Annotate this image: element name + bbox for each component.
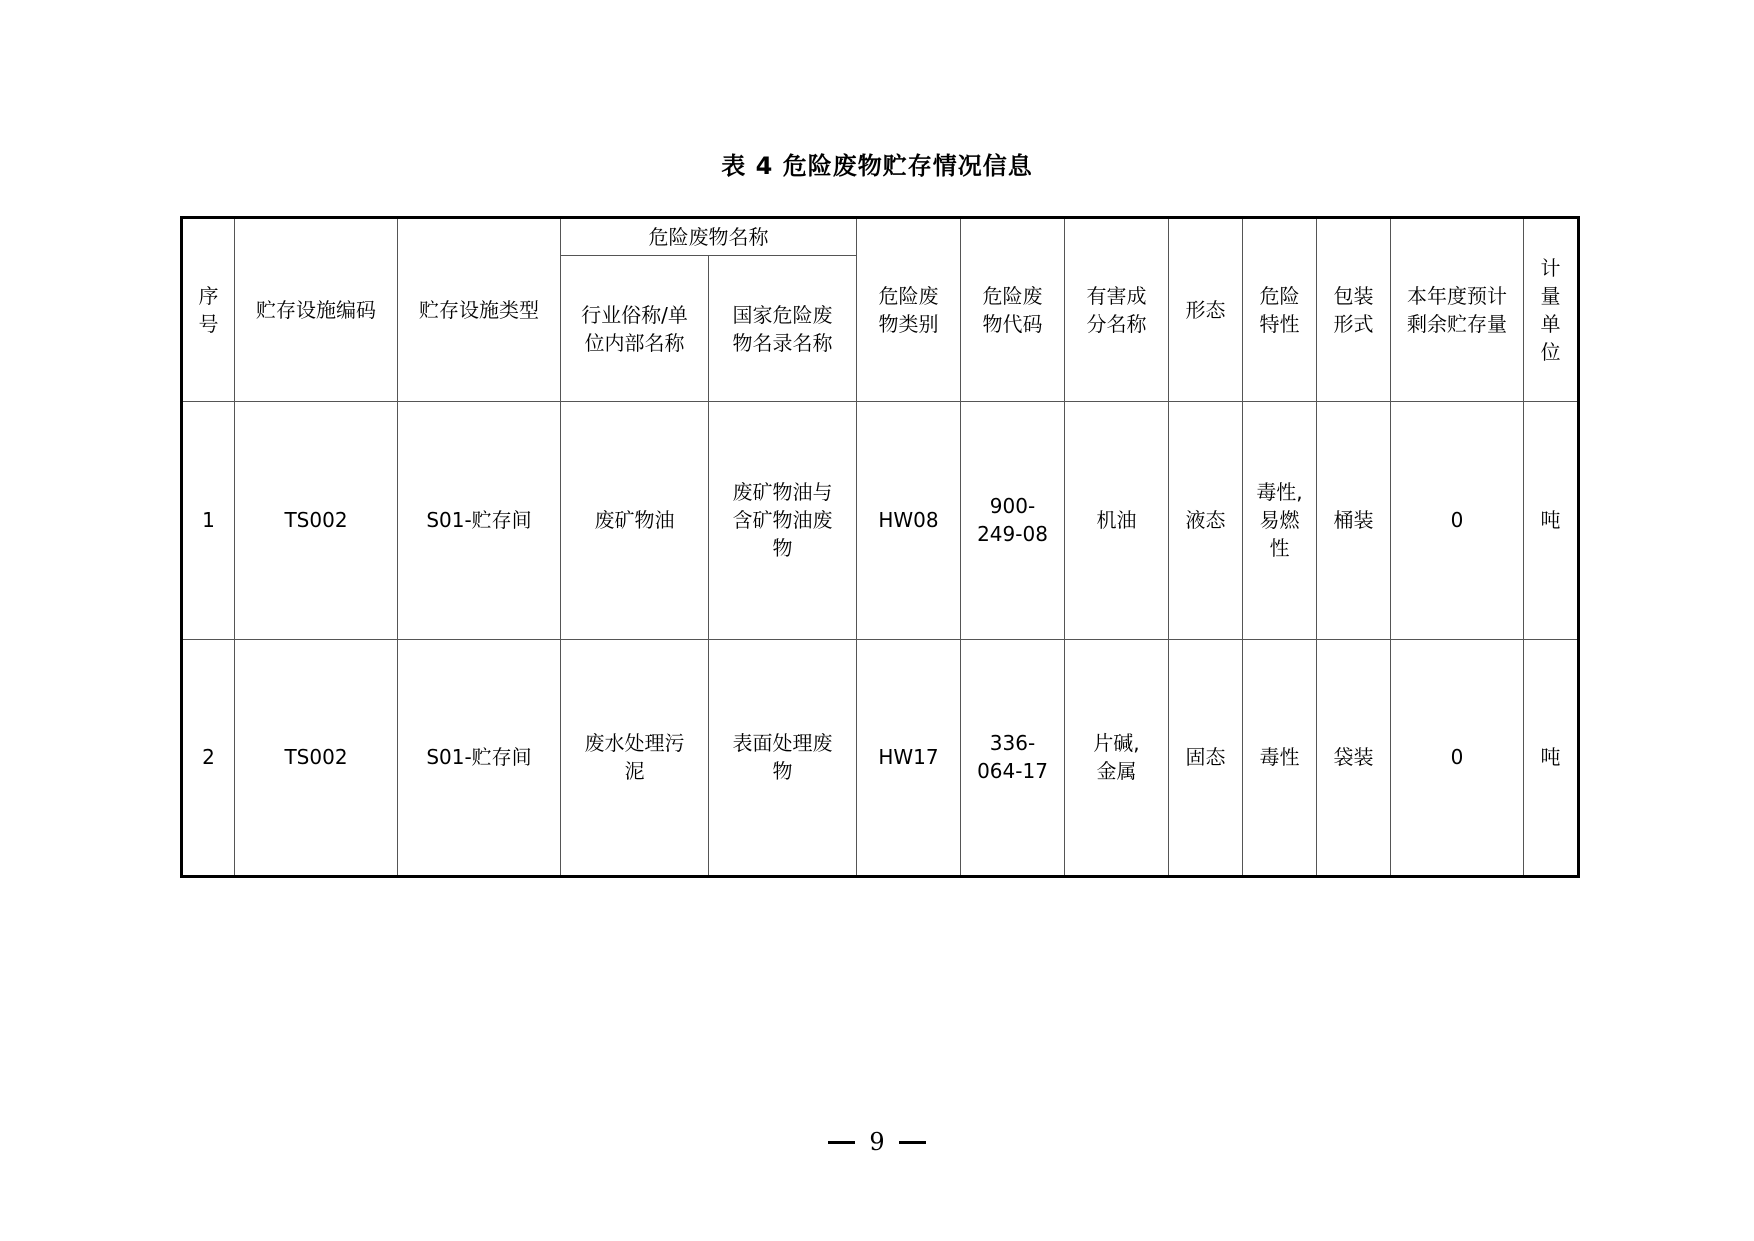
page-footer (0, 1122, 1754, 1162)
cell-form: 固态 (1169, 639, 1243, 876)
cell-facility-type: S01-贮存间 (398, 402, 561, 639)
header-row-1 (182, 218, 1579, 256)
cell-hazard: 毒性, 易燃 性 (1243, 402, 1317, 639)
cell-package: 桶装 (1317, 402, 1391, 639)
cell-unit: 吨 (1524, 639, 1579, 876)
cell-unit: 吨 (1524, 402, 1579, 639)
cell-code: 900- 249-08 (961, 402, 1065, 639)
header-form: 形态 (1169, 218, 1243, 402)
cell-remaining: 0 (1391, 402, 1524, 639)
header-seq: 序 号 (182, 218, 235, 402)
header-facility-type: 贮存设施类型 (398, 218, 561, 402)
footer-dash-right (899, 1141, 926, 1144)
table-row (182, 639, 1579, 876)
page-number: 9 (869, 1128, 885, 1156)
header-hazard: 危险 特性 (1243, 218, 1317, 402)
table-title: 表 4 危险废物贮存情况信息 (721, 152, 1033, 180)
cell-national-name: 表面处理废 物 (709, 639, 857, 876)
cell-harmful-component: 片碱, 金属 (1065, 639, 1169, 876)
header-national-name: 国家危险废 物名录名称 (709, 256, 857, 402)
header-facility-code: 贮存设施编码 (235, 218, 398, 402)
header-industry-name: 行业俗称/单 位内部名称 (561, 256, 709, 402)
cell-hazard: 毒性 (1243, 639, 1317, 876)
cell-form: 液态 (1169, 402, 1243, 639)
footer-dash-left (828, 1141, 855, 1144)
header-unit: 计 量 单 位 (1524, 218, 1579, 402)
header-remaining: 本年度预计 剩余贮存量 (1391, 218, 1524, 402)
cell-industry-name: 废水处理污 泥 (561, 639, 709, 876)
table-row (182, 402, 1579, 639)
cell-code: 336- 064-17 (961, 639, 1065, 876)
cell-seq: 2 (182, 639, 235, 876)
header-package: 包装 形式 (1317, 218, 1391, 402)
header-code: 危险废 物代码 (961, 218, 1065, 402)
cell-harmful-component: 机油 (1065, 402, 1169, 639)
cell-seq: 1 (182, 402, 235, 639)
cell-facility-code: TS002 (235, 639, 398, 876)
cell-remaining: 0 (1391, 639, 1524, 876)
header-waste-name-group: 危险废物名称 (561, 218, 857, 256)
cell-industry-name: 废矿物油 (561, 402, 709, 639)
cell-category: HW08 (857, 402, 961, 639)
header-category: 危险废 物类别 (857, 218, 961, 402)
cell-category: HW17 (857, 639, 961, 876)
cell-facility-code: TS002 (235, 402, 398, 639)
hazardous-waste-storage-table (180, 216, 1580, 878)
cell-national-name: 废矿物油与 含矿物油废 物 (709, 402, 857, 639)
cell-package: 袋装 (1317, 639, 1391, 876)
cell-facility-type: S01-贮存间 (398, 639, 561, 876)
header-harmful-component: 有害成 分名称 (1065, 218, 1169, 402)
